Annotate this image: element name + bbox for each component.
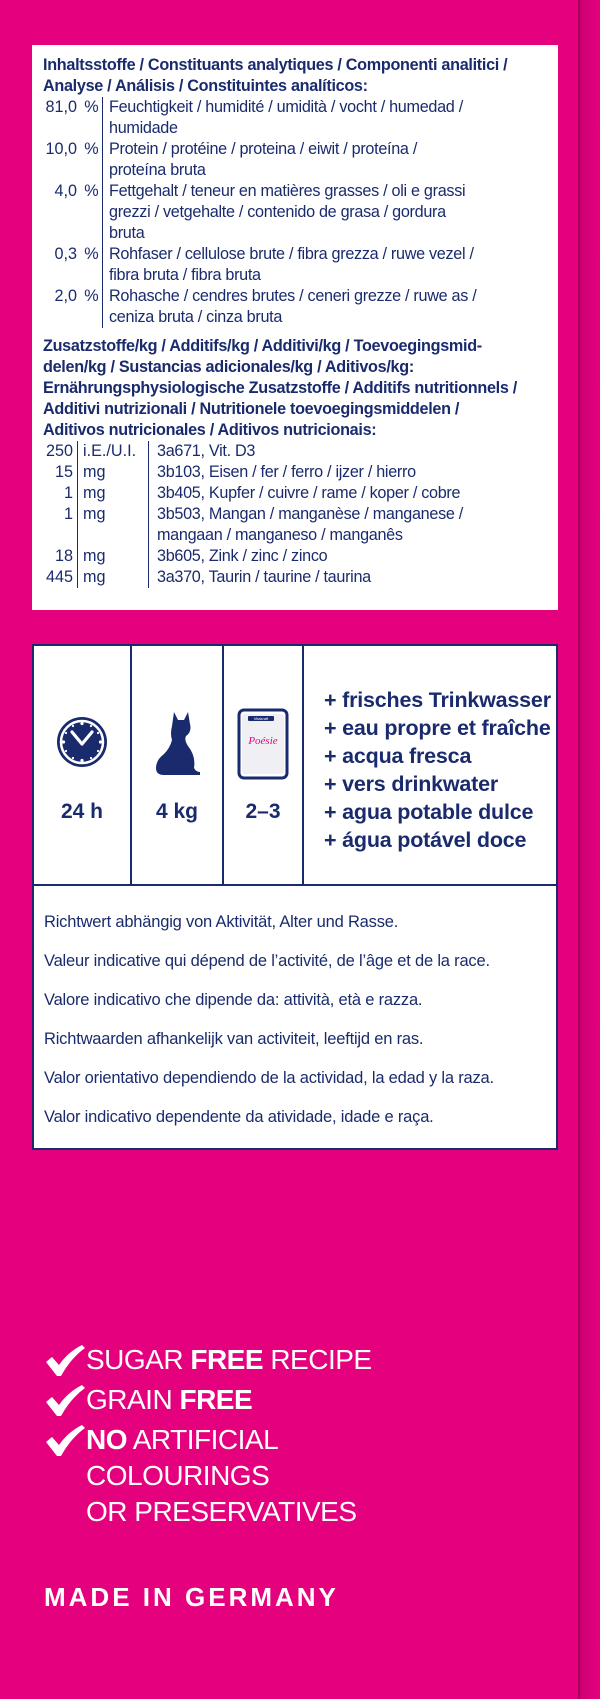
row-unit: mg [77,546,149,567]
row-unit [81,265,103,286]
table-row [43,441,547,462]
row-label: Rohasche / cendres brutes / ceneri grezze / ruwe as / [109,287,477,305]
table-row [43,525,547,546]
claim-part: SUGAR [86,1344,191,1375]
water-list [324,686,556,854]
claim-part: RECIPE [263,1344,372,1375]
row-value: 1 [63,505,73,523]
row-label: Fettgehalt / teneur en matières grasses / oli e grassi [109,182,466,200]
additives-heading-line: Additivi nutrizionali / Nutritionele toevoegingsmiddelen / [43,400,460,418]
claim-line: OR PRESERVATIVES [86,1496,357,1527]
feeding-note: Valore indicativo che dipende da: attività, età e razza. [44,991,423,1009]
claim-text [86,1422,357,1530]
row-value [43,525,77,546]
check-icon [44,1344,86,1378]
row-label: 3a671, Vit. D3 [157,442,256,460]
table-row [43,202,547,223]
row-unit: % [81,244,103,265]
row-unit [81,202,103,223]
row-label: mangaan / manganeso / manganês [157,526,403,544]
claim-line [86,1382,252,1418]
time-value: 24 h [60,800,104,823]
check-icon [44,1384,86,1418]
table-row [43,265,547,286]
row-value [43,118,81,139]
table-row [43,160,547,181]
table-row [43,504,547,525]
table-row [43,139,547,160]
feeding-note: Richtwert abhängig von Aktivität, Alter und Rasse. [44,913,399,931]
row-label: proteína bruta [109,161,206,179]
table-row [43,546,547,567]
claim-part: FREE [190,1344,264,1375]
row-unit: mg [77,462,149,483]
analysis-panel [32,45,558,610]
table-row [43,97,547,118]
table-row [43,567,547,588]
table-row [43,244,547,265]
water-column [304,646,556,884]
feeding-note: Valeur indicative qui dépend de l’activité, de l’âge et de la race. [44,952,490,970]
claim-line: COLOURINGS [86,1460,270,1491]
row-value [43,307,81,328]
row-unit: mg [77,483,149,504]
pouch-logo: Poésie [248,735,278,747]
row-unit [81,307,103,328]
claim-part: GRAIN [86,1384,180,1415]
row-value: 2,0 [54,287,77,305]
claim-item [44,1382,372,1418]
table-row [43,223,547,244]
table-row [43,286,547,307]
claim-text [86,1342,372,1378]
row-label: Protein / protéine / proteina / eiwit / proteína / [109,140,418,158]
additives-heading-line: Zusatzstoffe/kg / Additifs/kg / Additivi/kg / Toevoegingsmid- [43,337,482,355]
row-unit: % [81,97,103,118]
water-item: + acqua fresca [324,744,472,768]
row-value: 18 [54,547,73,565]
additives-rows [43,441,547,588]
table-row [43,462,547,483]
weight-value: 4 kg [155,800,199,823]
cat-icon [154,710,200,776]
additives-heading-line: delen/kg / Sustancias adicionales/kg / Aditivos/kg: [43,358,414,376]
row-unit: mg [77,567,149,588]
row-unit [77,525,149,546]
row-label: bruta [109,224,145,242]
table-row [43,483,547,504]
row-unit: % [81,286,103,307]
table-row [43,118,547,139]
feeding-note: Valor indicativo dependente da atividade, idade e raça. [44,1108,434,1126]
additives-heading-line: Aditivos nutricionales / Aditivos nutricionais: [43,421,377,439]
additives-heading-line: Ernährungsphysiologische Zusatzstoffe / Additifs nutritionnels / [43,379,517,397]
water-item: + vers drinkwater [324,772,499,796]
made-in-label: MADE IN GERMANY [44,1582,339,1612]
claim-line [86,1342,372,1378]
time-column [34,646,132,884]
weight-column [132,646,224,884]
row-label: humidade [109,119,178,137]
analysis-heading-line: Inhaltsstoffe / Constituants analytiques / Componenti analitici / [43,56,508,74]
table-row [43,181,547,202]
row-unit [81,223,103,244]
row-value: 81,0 [45,98,77,116]
claim-line [86,1422,357,1458]
row-value: 15 [54,463,73,481]
table-row [43,307,547,328]
pouch-column [224,646,304,884]
row-label: 3a370, Taurin / taurine / taurina [157,568,371,586]
row-unit: % [81,139,103,160]
claim-item [44,1422,372,1530]
feeding-recommendation [34,646,556,886]
additives-heading [43,336,547,441]
row-value: 4,0 [54,182,77,200]
row-value: 445 [45,568,73,586]
pouch-brand: Vitakraft [253,716,269,722]
water-item: + água potável doce [324,828,527,852]
row-label: Rohfaser / cellulose brute / fibra grezza / ruwe vezel / [109,245,474,263]
row-value [43,202,81,223]
check-icon [44,1424,86,1458]
feeding-panel [32,644,558,1150]
feeding-note: Richtwaarden afhankelijk van activiteit, leeftijd en ras. [44,1030,424,1048]
claim-text [86,1382,252,1418]
analysis-rows [43,97,547,328]
row-value [43,223,81,244]
row-unit: % [81,181,103,202]
claims-list [44,1342,372,1534]
claim-part: ARTIFICIAL [127,1424,279,1455]
row-unit: mg [77,504,149,525]
claim-part: FREE [179,1384,253,1415]
row-value: 0,3 [54,245,77,263]
row-value [43,160,81,181]
row-label: grezzi / vetgehalte / contenido de grasa / gordura [109,203,446,221]
row-label: 3b605, Zink / zinc / zinco [157,547,328,565]
feeding-note: Valor orientativo dependiendo de la actividad, la edad y la raza. [44,1069,494,1087]
row-label: ceniza bruta / cinza bruta [109,308,283,326]
package-edge [578,0,600,1699]
row-unit [81,118,103,139]
claim-part: NO [86,1424,127,1455]
row-value: 1 [63,484,73,502]
row-value [43,265,81,286]
row-value: 250 [45,442,73,460]
water-item: + frisches Trinkwasser [324,688,551,712]
row-label: 3b503, Mangan / manganèse / manganese / [157,505,463,523]
row-label: 3b405, Kupfer / cuivre / rame / koper / cobre [157,484,461,502]
pouch-value: 2–3 [245,800,281,823]
feeding-notes [34,886,556,1127]
water-item: + agua potable dulce [324,800,534,824]
row-label: 3b103, Eisen / fer / ferro / ijzer / hierro [157,463,416,481]
row-unit: i.E./U.I. [77,441,149,462]
row-value: 10,0 [45,140,77,158]
water-item: + eau propre et fraîche [324,716,551,740]
row-unit [81,160,103,181]
clock-icon [56,716,108,768]
analysis-heading [43,55,547,97]
analysis-heading-line: Analyse / Análisis / Constituintes analíticos: [43,77,368,95]
row-label: Feuchtigkeit / humidité / umidità / vocht / humedad / [109,98,463,116]
row-label: fibra bruta / fibra bruta [109,266,261,284]
pouch-icon [237,708,289,780]
claim-item [44,1342,372,1378]
